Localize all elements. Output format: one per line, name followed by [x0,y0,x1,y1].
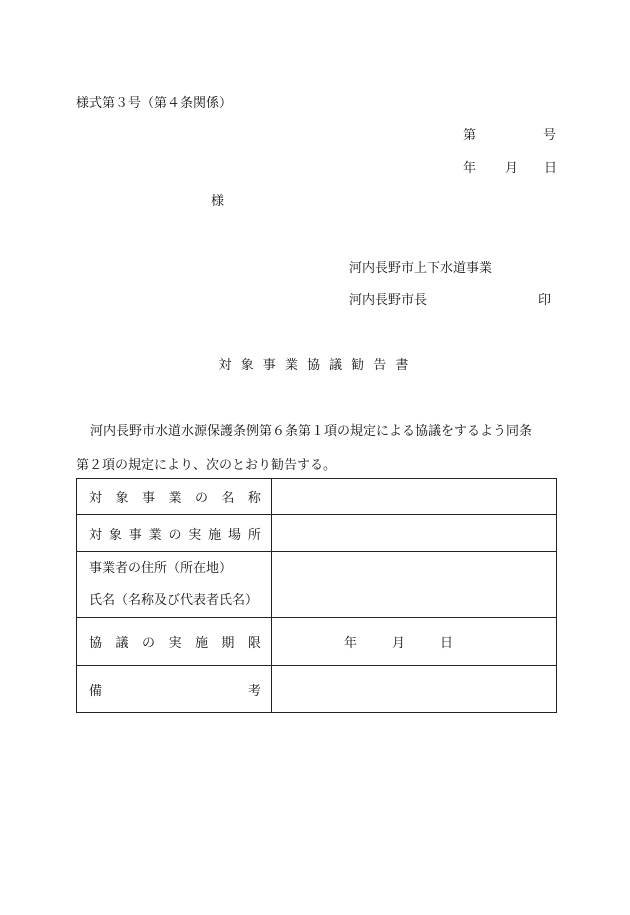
label-char: 業 [168,491,182,506]
deadline-day-label: 日 [440,636,454,651]
table-row-project-location [77,515,557,552]
table-row-operator [77,552,557,618]
label-char: 対 [89,527,103,543]
label-project-name [77,479,272,515]
body-text-line-2: 第２項の規定により、次のとおり勧告する。 [76,458,337,473]
value-project-location[interactable] [272,515,557,552]
label-char: 限 [247,636,261,651]
doc-number-prefix: 第 [463,128,477,143]
label-char: 事 [141,491,155,506]
label-operator-name: 氏名（名称及び代表者氏名） [89,592,259,608]
date-day-label: 日 [544,161,558,176]
label-remarks [77,666,272,713]
label-project-location-text [89,524,261,543]
value-deadline[interactable] [272,618,557,666]
label-project-name-text [89,487,261,506]
label-char: 考 [247,683,261,699]
value-remarks[interactable] [272,666,557,713]
label-char: の [168,527,182,543]
label-char: 名 [221,491,235,506]
label-char: 備 [89,683,103,699]
value-project-name[interactable] [272,479,557,515]
label-deadline-text [89,632,261,651]
label-char: 期 [221,636,235,651]
label-char: 協 [89,636,103,651]
issuer-title: 河内長野市長 [349,293,428,308]
label-operator [77,552,272,618]
label-char: 施 [194,636,208,651]
date-month-label: 月 [505,161,519,176]
label-char: 場 [228,527,242,543]
deadline-year-label: 年 [344,636,358,651]
label-char: 業 [148,527,162,543]
label-char: 実 [168,636,182,651]
value-operator[interactable] [272,552,557,618]
document-title: 対象事業協議勧告書 [218,358,418,373]
table-row-project-name [77,479,557,515]
label-char: 所 [247,527,261,543]
label-char: 施 [208,527,222,543]
info-table [76,478,557,713]
date-year-label: 年 [463,161,477,176]
doc-number-suffix: 号 [543,128,557,143]
label-remarks-text [89,680,261,699]
label-project-location [77,515,272,552]
table-row-remarks [77,666,557,713]
form-number: 様式第３号（第４条関係） [76,96,233,111]
label-char: 事 [128,527,142,543]
issuer-organization: 河内長野市上下水道事業 [349,261,493,276]
table-row-deadline [77,618,557,666]
label-char: 象 [108,527,122,543]
deadline-month-label: 月 [392,636,406,651]
label-char: 象 [115,491,129,506]
label-char: 議 [115,636,129,651]
label-operator-address: 事業者の住所（所在地） [89,560,233,576]
label-char: 対 [89,491,103,506]
label-char: の [194,491,208,506]
label-char: の [141,636,155,651]
seal-mark: 印 [538,293,552,308]
label-deadline [77,618,272,666]
addressee-suffix: 様 [211,194,225,209]
body-text-line-1: 河内長野市水道水源保護条例第６条第１項の規定による協議をするよう同条 [90,424,533,439]
label-char: 称 [247,491,261,506]
label-char: 実 [188,527,202,543]
